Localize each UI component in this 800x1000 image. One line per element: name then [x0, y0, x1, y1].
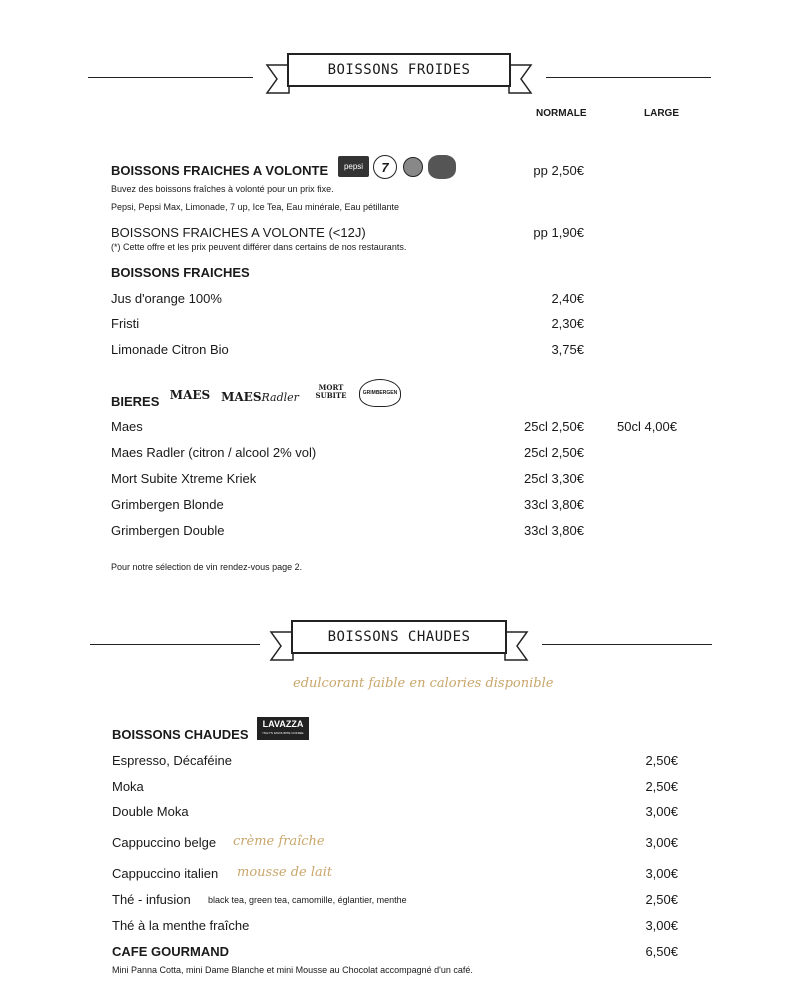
price: 3,00€ [645, 804, 678, 819]
item-name: Maes [111, 419, 143, 434]
price-normal: 2,40€ [551, 291, 584, 306]
sweetener-note: edulcorant faible en calories disponible [293, 676, 554, 691]
section-title: BOISSONS FRAICHES [111, 265, 250, 280]
price-normal: 2,30€ [551, 316, 584, 331]
footnote: (*) Cette offre et les prix peuvent différer dans certains de nos restaurants. [111, 242, 407, 252]
item-name: Limonade Citron Bio [111, 342, 229, 357]
fruit-drink-logo-icon [428, 155, 456, 179]
divider-right [546, 77, 711, 78]
grimbergen-logo-text: GRIMBERGEN [362, 390, 398, 396]
price-normal: 33cl 3,80€ [524, 497, 584, 512]
item-extra: mousse de lait [237, 865, 333, 880]
banner-cold [265, 53, 533, 95]
item-name: Cappuccino italien [112, 866, 219, 881]
mort-subite-logo-icon [312, 379, 350, 405]
maes-pils-logo-text: MAES [169, 388, 211, 402]
price: 3,00€ [645, 835, 678, 850]
item-name: Double Moka [112, 804, 189, 819]
price: 3,00€ [645, 866, 678, 881]
maes-radler-logo-icon [217, 386, 303, 408]
item-name: Espresso, Décaféine [112, 753, 232, 768]
price-normal: 25cl 3,30€ [524, 471, 584, 486]
item-name: Mort Subite Xtreme Kriek [111, 471, 257, 486]
price: 6,50€ [645, 944, 678, 959]
banner-hot [269, 620, 529, 662]
item-name: Grimbergen Double [111, 523, 225, 538]
price: 2,50€ [645, 753, 678, 768]
pepsi-logo-text: pepsi [343, 162, 364, 171]
sevenup-logo-icon [373, 155, 397, 179]
mort-subite-logo-text-a: MORT [318, 383, 344, 392]
wine-note: Pour notre sélection de vin rendez-vous page 2. [111, 562, 303, 572]
price-normal: 25cl 2,50€ [524, 445, 584, 460]
banner-title: BOISSONS FROIDES [287, 53, 511, 87]
maes-radler-logo-text-a: MAES [221, 390, 262, 404]
description: Pepsi, Pepsi Max, Limonade, 7 up, Ice Tea, Eau minérale, Eau pétillante [111, 202, 400, 212]
divider-right [542, 644, 712, 645]
item-name: Moka [112, 779, 144, 794]
banner-title: BOISSONS CHAUDES [291, 620, 507, 654]
item-name: Fristi [111, 316, 140, 331]
price: 2,50€ [645, 779, 678, 794]
lipton-logo-icon [403, 157, 423, 177]
lavazza-logo-subtext: ITALY'S FAVOURITE COFFEE [262, 730, 304, 735]
price-normal: 25cl 2,50€ [524, 419, 584, 434]
section-title: BOISSONS CHAUDES [112, 727, 249, 742]
price-normal: pp 1,90€ [533, 225, 584, 240]
sevenup-logo-text: 7 [381, 159, 389, 175]
description: Mini Panna Cotta, mini Dame Blanche et mini Mousse au Chocolat accompagné d'un café. [112, 965, 473, 975]
item-name: Thé - infusion [112, 892, 191, 907]
pepsi-logo-icon [338, 156, 369, 177]
price-large: 50cl 4,00€ [617, 419, 677, 434]
price-normal: 3,75€ [551, 342, 584, 357]
item-name: BOISSONS FRAICHES A VOLONTE (<12J) [111, 225, 366, 240]
item-name: Grimbergen Blonde [111, 497, 224, 512]
item-name: Maes Radler (citron / alcool 2% vol) [111, 445, 317, 460]
item-extra: black tea, green tea, camomille, églantier, menthe [208, 895, 407, 905]
section-title: BOISSONS FRAICHES A VOLONTE [111, 163, 329, 178]
item-extra: crème fraîche [233, 834, 325, 849]
lavazza-logo-text: LAVAZZA [262, 718, 304, 729]
price-normal: 33cl 3,80€ [524, 523, 584, 538]
item-name: Thé à la menthe fraîche [112, 918, 250, 933]
price: 2,50€ [645, 892, 678, 907]
mort-subite-logo-text-b: SUBITE [315, 391, 347, 400]
divider-left [90, 644, 260, 645]
grimbergen-logo-icon [359, 379, 401, 407]
price: 3,00€ [645, 918, 678, 933]
col-normal-header: NORMALE [536, 108, 587, 119]
item-name: Jus d'orange 100% [111, 291, 222, 306]
item-name: Cappuccino belge [112, 835, 217, 850]
col-large-header: LARGE [644, 108, 679, 119]
maes-radler-logo-text-b: Radler [261, 390, 299, 404]
lavazza-logo-icon [257, 717, 309, 740]
price-normal: pp 2,50€ [533, 163, 584, 178]
maes-pils-logo-icon [169, 382, 211, 408]
description: Buvez des boissons fraîches à volonté pour un prix fixe. [111, 184, 334, 194]
section-title: CAFE GOURMAND [112, 944, 229, 959]
section-title: BIERES [111, 394, 160, 409]
divider-left [88, 77, 253, 78]
